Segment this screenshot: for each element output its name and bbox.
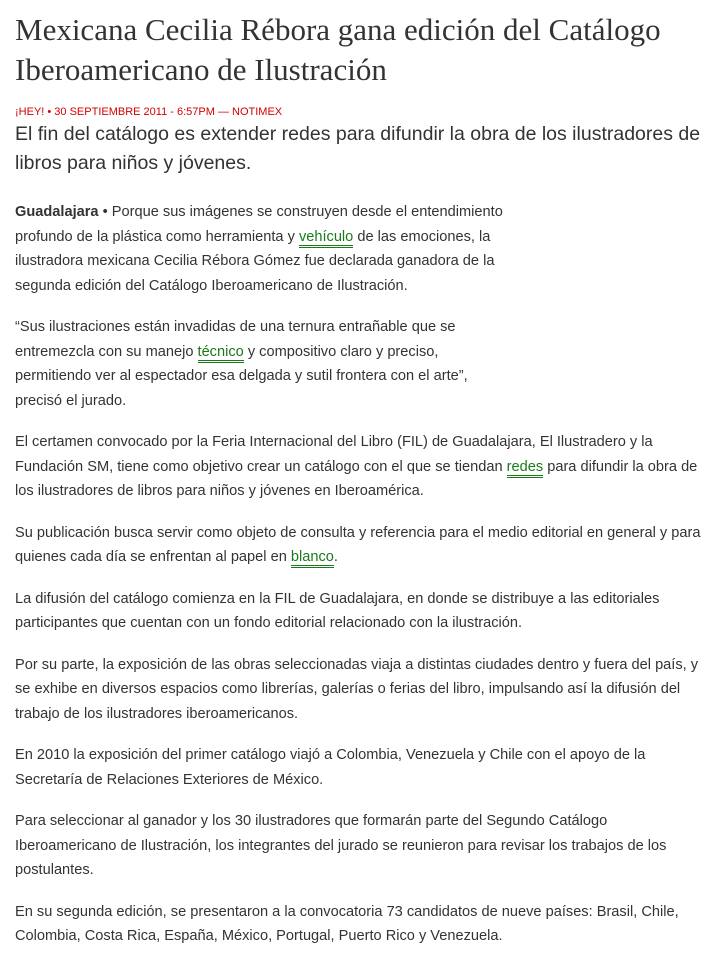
paragraph-8: Para seleccionar al ganador y los 30 ilustradores que formarán parte del Segundo Catálogo Iberoamericano de Ilustración, los integrantes del jurado se reunieron para revisar los trabajos de los postulantes. (15, 813, 667, 878)
paragraph-4 (15, 521, 703, 570)
link-vehiculo[interactable]: vehículo (299, 229, 353, 248)
paragraph-5: La difusión del catálogo comienza en la FIL de Guadalajara, en donde se distribuye a las editoriales participantes que cuentan con un fondo editorial relacionado con la ilustración. (15, 590, 660, 631)
paragraph-9: En su segunda edición, se presentaron a la convocatoria 73 candidatos de nueve países: Brasil, Chile, Colombia, Costa Rica, España, México, Portugal, Puerto Rico y Venezuela. (15, 903, 679, 944)
text: • Porque sus imágenes se construyen desde el entendimiento profundo de la plástica como herramienta y (15, 204, 503, 245)
link-tecnico[interactable]: técnico (198, 344, 244, 363)
dateline-location: Guadalajara (15, 204, 99, 220)
text: y compositivo claro y preciso, permitiendo ver al espectador esa delgada y sutil frontera con el arte”, precisó el jurado. (15, 343, 468, 409)
text: de las emociones, la ilustradora mexicana Cecilia Rébora Gómez fue declarada ganadora de la segunda edición del Catálogo Iberoamericano de Ilustración. (15, 228, 495, 294)
paragraph-2 (15, 315, 515, 413)
paragraph-6: Por su parte, la exposición de las obras seleccionadas viaja a distintas ciudades dentro y fuera del país, y se exhibe en diversos espacios como librerías, galerías o ferias del libro, impulsando así la difusión del trabajo de los ilustradores iberoamericanos. (15, 656, 699, 722)
link-redes[interactable]: redes (507, 459, 544, 478)
article-title: Mexicana Cecilia Rébora gana edición del Catálogo Iberoamericano de Ilustración (15, 12, 661, 87)
text: El certamen convocado por la Feria Internacional del Libro (FIL) de Guadalajara, El Ilustradero y la Fundación SM, tiene como objetivo crear un catálogo con el que se tiendan (15, 434, 653, 475)
byline: ¡HEY! • 30 SEPTIEMBRE 2011 - 6:57PM — NOTIMEX (15, 106, 283, 118)
text: para difundir la obra de los ilustradores de libros para niños y jóvenes en Iberoamérica. (15, 458, 698, 499)
paragraph-3 (15, 430, 703, 504)
text: “Sus ilustraciones están invadidas de una ternura entrañable que se entremezcla con su manejo (15, 319, 456, 360)
paragraph-7: En 2010 la exposición del primer catálogo viajó a Colombia, Venezuela y Chile con el apoyo de la Secretaría de Relaciones Exteriores de México. (15, 747, 646, 788)
text: . (333, 549, 338, 565)
paragraph-1 (15, 200, 515, 298)
article-dek: El fin del catálogo es extender redes para difundir la obra de los ilustradores de libros para niños y jóvenes. (15, 123, 701, 174)
link-blanco[interactable]: blanco (291, 549, 334, 568)
text: Su publicación busca servir como objeto de consulta y referencia para el medio editorial en general y para quienes cada día se enfrentan al papel en (15, 524, 701, 565)
